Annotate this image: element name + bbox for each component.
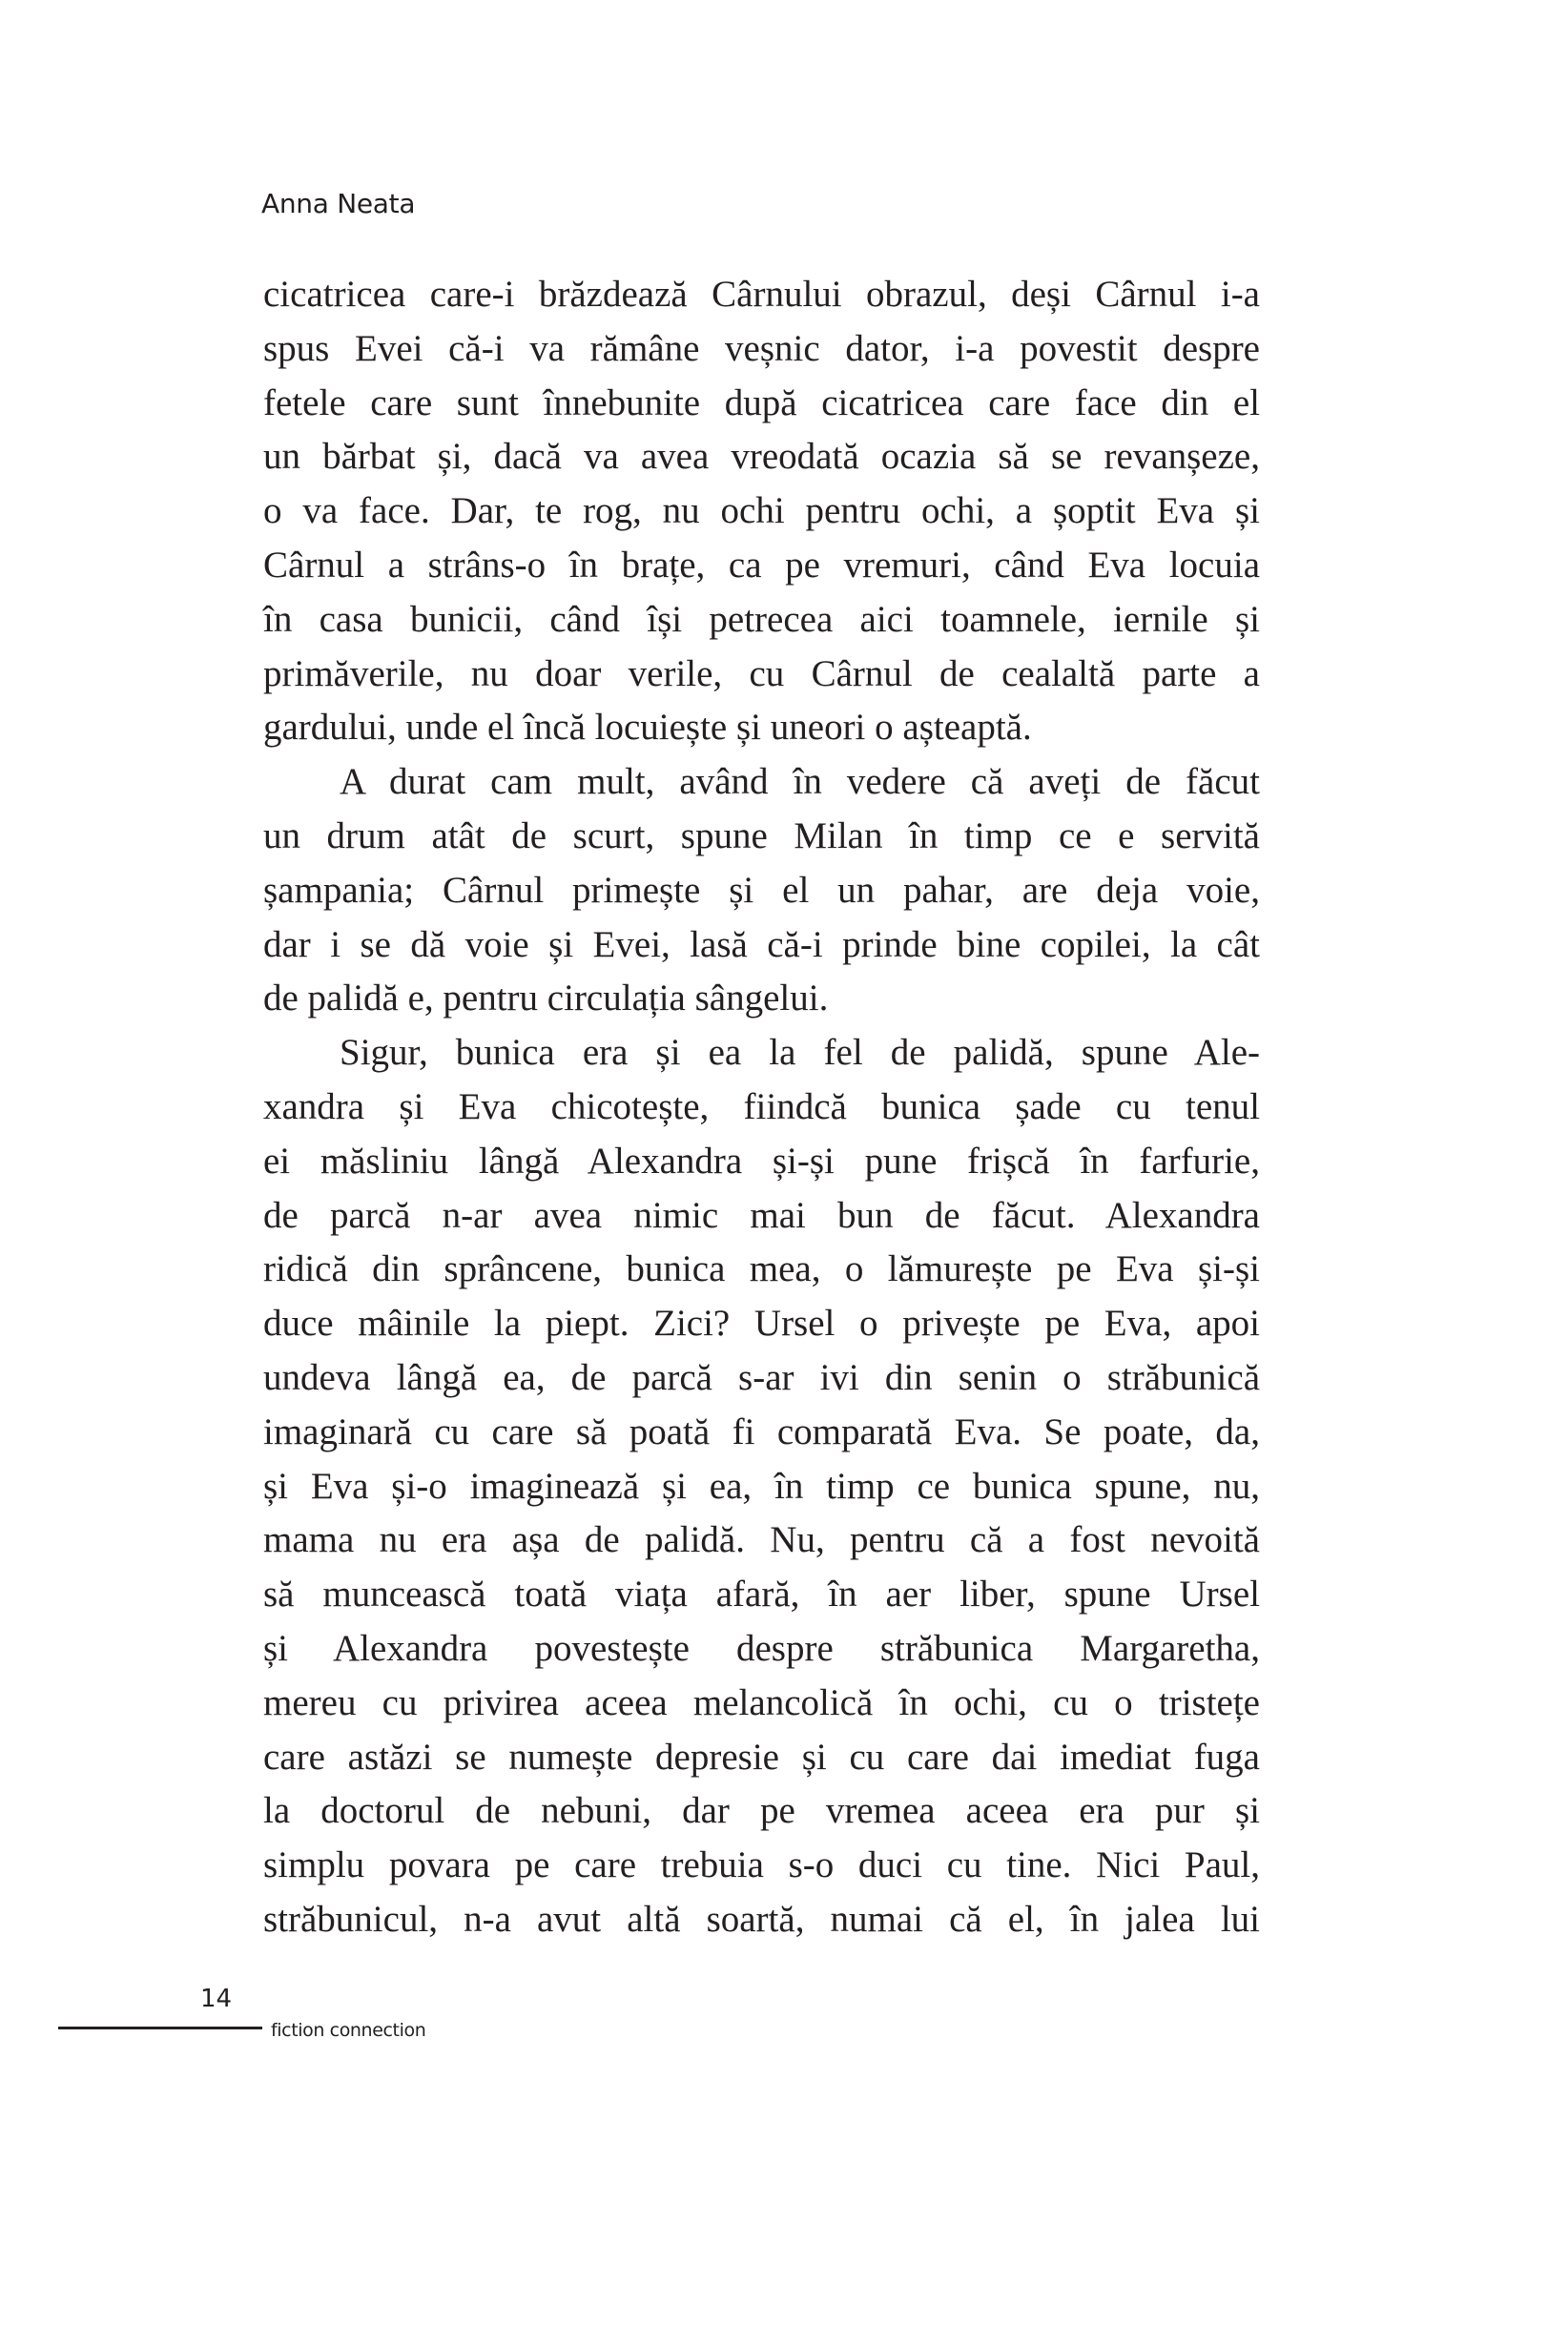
text-line: care astăzi se numește depresie și cu care dai imediat fuga — [263, 1736, 1260, 1778]
text-line: spus Evei că-i va rămâne veșnic dator, i-a povestit despre — [263, 327, 1260, 369]
text-line: dar i se dă voie și Evei, lasă că-i prinde bine copilei, la cât — [263, 923, 1260, 965]
text-line: un drum atât de scurt, spune Milan în timp ce e servită — [263, 814, 1260, 856]
text-line: mereu cu privirea aceea melancolică în ochi, cu o tristețe — [263, 1681, 1260, 1723]
text-line: fetele care sunt înnebunite după cicatricea care face din el — [263, 381, 1261, 423]
text-line: în casa bunicii, când își petrecea aici toamnele, iernile și — [263, 598, 1260, 640]
text-line: imaginară cu care să poată fi comparată Eva. Se poate, da, — [263, 1410, 1260, 1452]
text-line: Cârnul a strâns-o în brațe, ca pe vremuri, când Eva locuia — [263, 544, 1260, 586]
text-line: Sigur, bunica era și ea la fel de palidă, spune Ale- — [340, 1032, 1260, 1074]
text-line: o va face. Dar, te rog, nu ochi pentru ochi, a șoptit Eva și — [263, 490, 1260, 532]
paragraph-1 — [263, 268, 1260, 755]
text-line: străbunicul, n-a avut altă soartă, numai că el, în jalea lui — [263, 1898, 1260, 1940]
text-line: undeva lângă ea, de parcă s-ar ivi din senin o străbunică — [263, 1356, 1260, 1398]
page-number: 14 — [200, 1985, 233, 2013]
text-line: la doctorul de nebuni, dar pe vremea aceea era pur și — [263, 1790, 1260, 1832]
text-line: ridică din sprâncene, bunica mea, o lămurește pe Eva și-și — [263, 1248, 1260, 1290]
text-line: duce mâinile la piept. Zici? Ursel o privește pe Eva, apoi — [263, 1303, 1261, 1345]
text-line: de palidă e, pentru circulația sângelui. — [263, 978, 829, 1019]
footer-rule — [58, 2027, 262, 2029]
text-line: un bărbat și, dacă va avea vreodată ocazia să se revanșeze, — [263, 436, 1260, 478]
text-line: xandra și Eva chicotește, fiindcă bunica șade cu tenul — [263, 1085, 1260, 1127]
paragraph-2 — [263, 755, 1260, 1026]
running-head-author: Anna Neata — [261, 188, 416, 219]
text-line: gardului, unde el încă locuiește și uneori o așteaptă. — [263, 707, 1032, 749]
text-line: să muncească toată viața afară, în aer liber, spune Ursel — [263, 1574, 1260, 1616]
text-line: simplu povara pe care trebuia s-o duci cu tine. Nici Paul, — [263, 1844, 1260, 1886]
text-line: cicatricea care-i brăzdează Cârnului obrazul, deși Cârnul i-a — [263, 274, 1260, 315]
text-line: A durat cam mult, având în vedere că aveți de făcut — [340, 761, 1260, 803]
text-line: mama nu era așa de palidă. Nu, pentru că a fost nevoită — [263, 1519, 1260, 1561]
text-line: și Eva și-o imaginează și ea, în timp ce bunica spune, nu, — [263, 1465, 1260, 1507]
text-line: șampania; Cârnul primește și el un pahar, are deja voie, — [263, 869, 1260, 911]
text-line: de parcă n-ar avea nimic mai bun de făcut. Alexandra — [263, 1194, 1260, 1236]
text-line: ei măsliniu lângă Alexandra și-și pune frișcă în farfurie, — [263, 1140, 1260, 1182]
body-text — [263, 268, 1260, 1947]
series-label: fiction connection — [271, 2020, 426, 2041]
text-line: primăverile, nu doar verile, cu Cârnul de cealaltă parte a — [263, 652, 1260, 694]
text-line: și Alexandra povestește despre străbunica Margaretha, — [263, 1627, 1260, 1669]
paragraph-3 — [263, 1026, 1260, 1947]
